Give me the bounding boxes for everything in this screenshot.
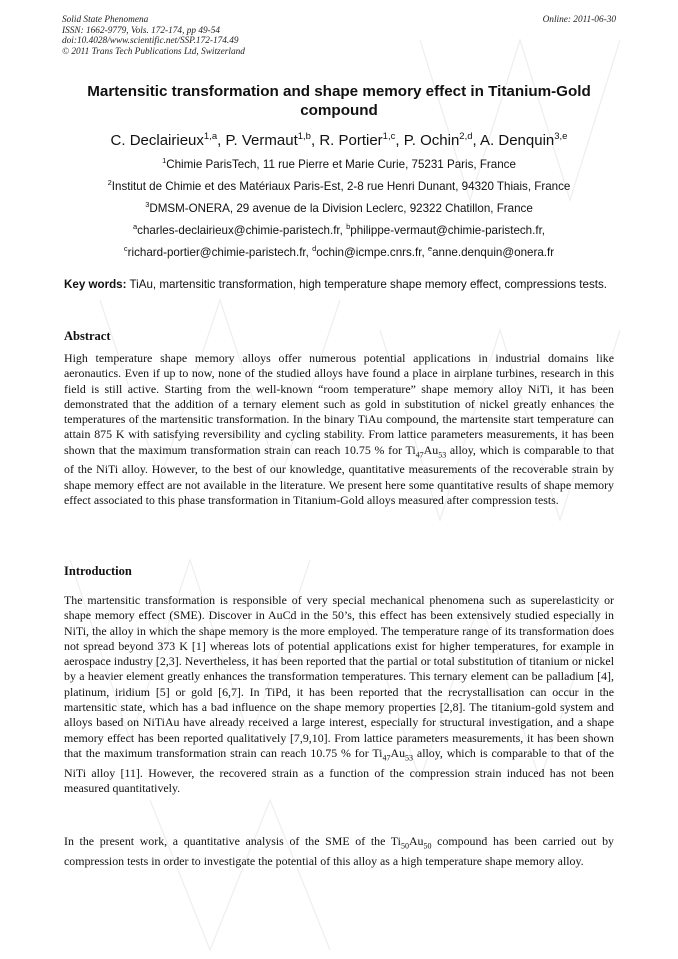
author: R. Portier$^{1,c}$, — [319, 131, 404, 149]
email-link[interactable]: $^c$richard-portier@chimie-paristech.fr, — [123, 244, 313, 259]
paper-title: Martensitic transformation and shape memory effect in Titanium-Gold compound — [87, 83, 591, 119]
email-line-2 — [40, 244, 638, 259]
introduction-heading: Introduction — [64, 564, 132, 578]
keywords-label: Key words: — [64, 278, 127, 291]
affiliation-3: $^3$DMSM-ONERA, 29 avenue de la Division Leclerc, 92322 Chatillon, France — [145, 200, 533, 215]
journal-header — [62, 15, 616, 57]
online-date: Online: 2011-06-30 — [542, 15, 616, 25]
abstract-heading: Abstract — [64, 329, 111, 343]
email-line-1 — [40, 222, 638, 237]
email-link[interactable]: $^e$anne.denquin@onera.fr — [427, 244, 555, 259]
affiliation-2: $^2$Institut de Chimie et des Matériaux Paris-Est, 2-8 rue Henri Dunant, 94320 Thiais, France — [107, 178, 571, 193]
doi-line: doi:10.4028/www.scientific.net/SSP.172-174.49 — [62, 36, 239, 47]
keywords-text: TiAu, martensitic transformation, high temperature shape memory effect, compressions tests. — [126, 278, 607, 291]
copyright-line: © 2011 Trans Tech Publications Ltd, Switzerland — [62, 46, 245, 57]
author: P. Vermaut$^{1,b}$, — [225, 131, 320, 149]
email-link[interactable]: $^b$philippe-vermaut@chimie-paristech.fr, — [346, 222, 546, 237]
introduction-paragraph-1: The martensitic transformation is responsible of very special mechanical phenomena such as superelasticity or shape memory effect (SME). Discover in AuCd in the 50’s, this effect has been extensively studied especially in NiTi, the alloy in which the shape memory is the more employed. The temperature range of its transformation does not spread beyond 373 K [1] whereas lots of potential applications exist for higher temperatures, for example in aerospace industry [2,3]. Nevertheless, it has been reported that the partial or total substitution of titanium or nickel by a heavier element greatly enhances the transformation temperatures. This ternary element can be palladium [4], platinum, iridium [5] or gold [6,7]. In TiPd, it has been reported that the recrystallisation can occur in the martensitic state, which has a bad influence on the shape memory properties [2,8]. The titanium-gold system and alloys based on NiTiAu have already received a large interest, especially for structural investigation, and a shape memory effect has been reported qualitatively [7,9,10]. From lattice parameters measurements, it has been shown that the maximum transformation strain can reach 10.75 % for $Ti_{47}Au_{53}$ alloy, which is comparable to that of the NiTi alloy [11]. However, the recovered strain as a function of the compression strain induced has not been measured quantitatively. — [64, 593, 614, 795]
email-link[interactable]: $^a$charles-declairieux@chimie-paristech.fr, — [132, 222, 347, 237]
author: P. Ochin$^{2,d}$, — [403, 131, 481, 149]
issn-line: ISSN: 1662-9779, Vols. 172-174, pp 49-54 — [62, 25, 221, 36]
keywords — [64, 278, 614, 293]
email-link[interactable]: $^d$ochin@icmpe.cnrs.fr, — [312, 244, 428, 259]
affiliation-1: $^1$Chimie ParisTech, 11 rue Pierre et Marie Curie, 75231 Paris, France — [162, 156, 516, 171]
author: A. Denquin$^{3,e}$ — [480, 131, 568, 149]
author-list — [40, 131, 638, 149]
introduction-paragraph-2: In the present work, a quantitative analysis of the SME of the $Ti_{50}Au_{50}$ compound has been carried out by compression tests in order to investigate the potential of this alloy as a high temperature shape memory alloy. — [64, 834, 614, 868]
journal-name: Solid State Phenomena — [62, 15, 149, 25]
abstract-text: High temperature shape memory alloys offer numerous potential applications in industrial domains like aeronautics. Even if up to now, none of the studied alloys have found a place in airplane turbines, research in this field is still active. Starting from the well-known “room temperature” shape memory alloy NiTi, it has been demonstrated that the addition of a ternary element such as gold in substitution of nickel greatly enhances the temperatures of the martensitic transformation. In the binary TiAu compound, the martensite start temperature can attain 875 K with satisfying reversibility and cycling stability. From lattice parameters measurements, it has been shown that the maximum transformation strain can reach 10.75 % for $Ti_{47}Au_{53}$ alloy, which is comparable to that of the NiTi alloy. However, to the best of our knowledge, quantitative measurements of the recoverable strain by shape memory effect are not available in the literature. We present here some quantitative results of shape memory effect associated to this phase transformation in Titanium-Gold alloys measured after compression tests. — [64, 351, 614, 508]
author: C. Declairieux$^{1,a}$, — [110, 131, 226, 149]
